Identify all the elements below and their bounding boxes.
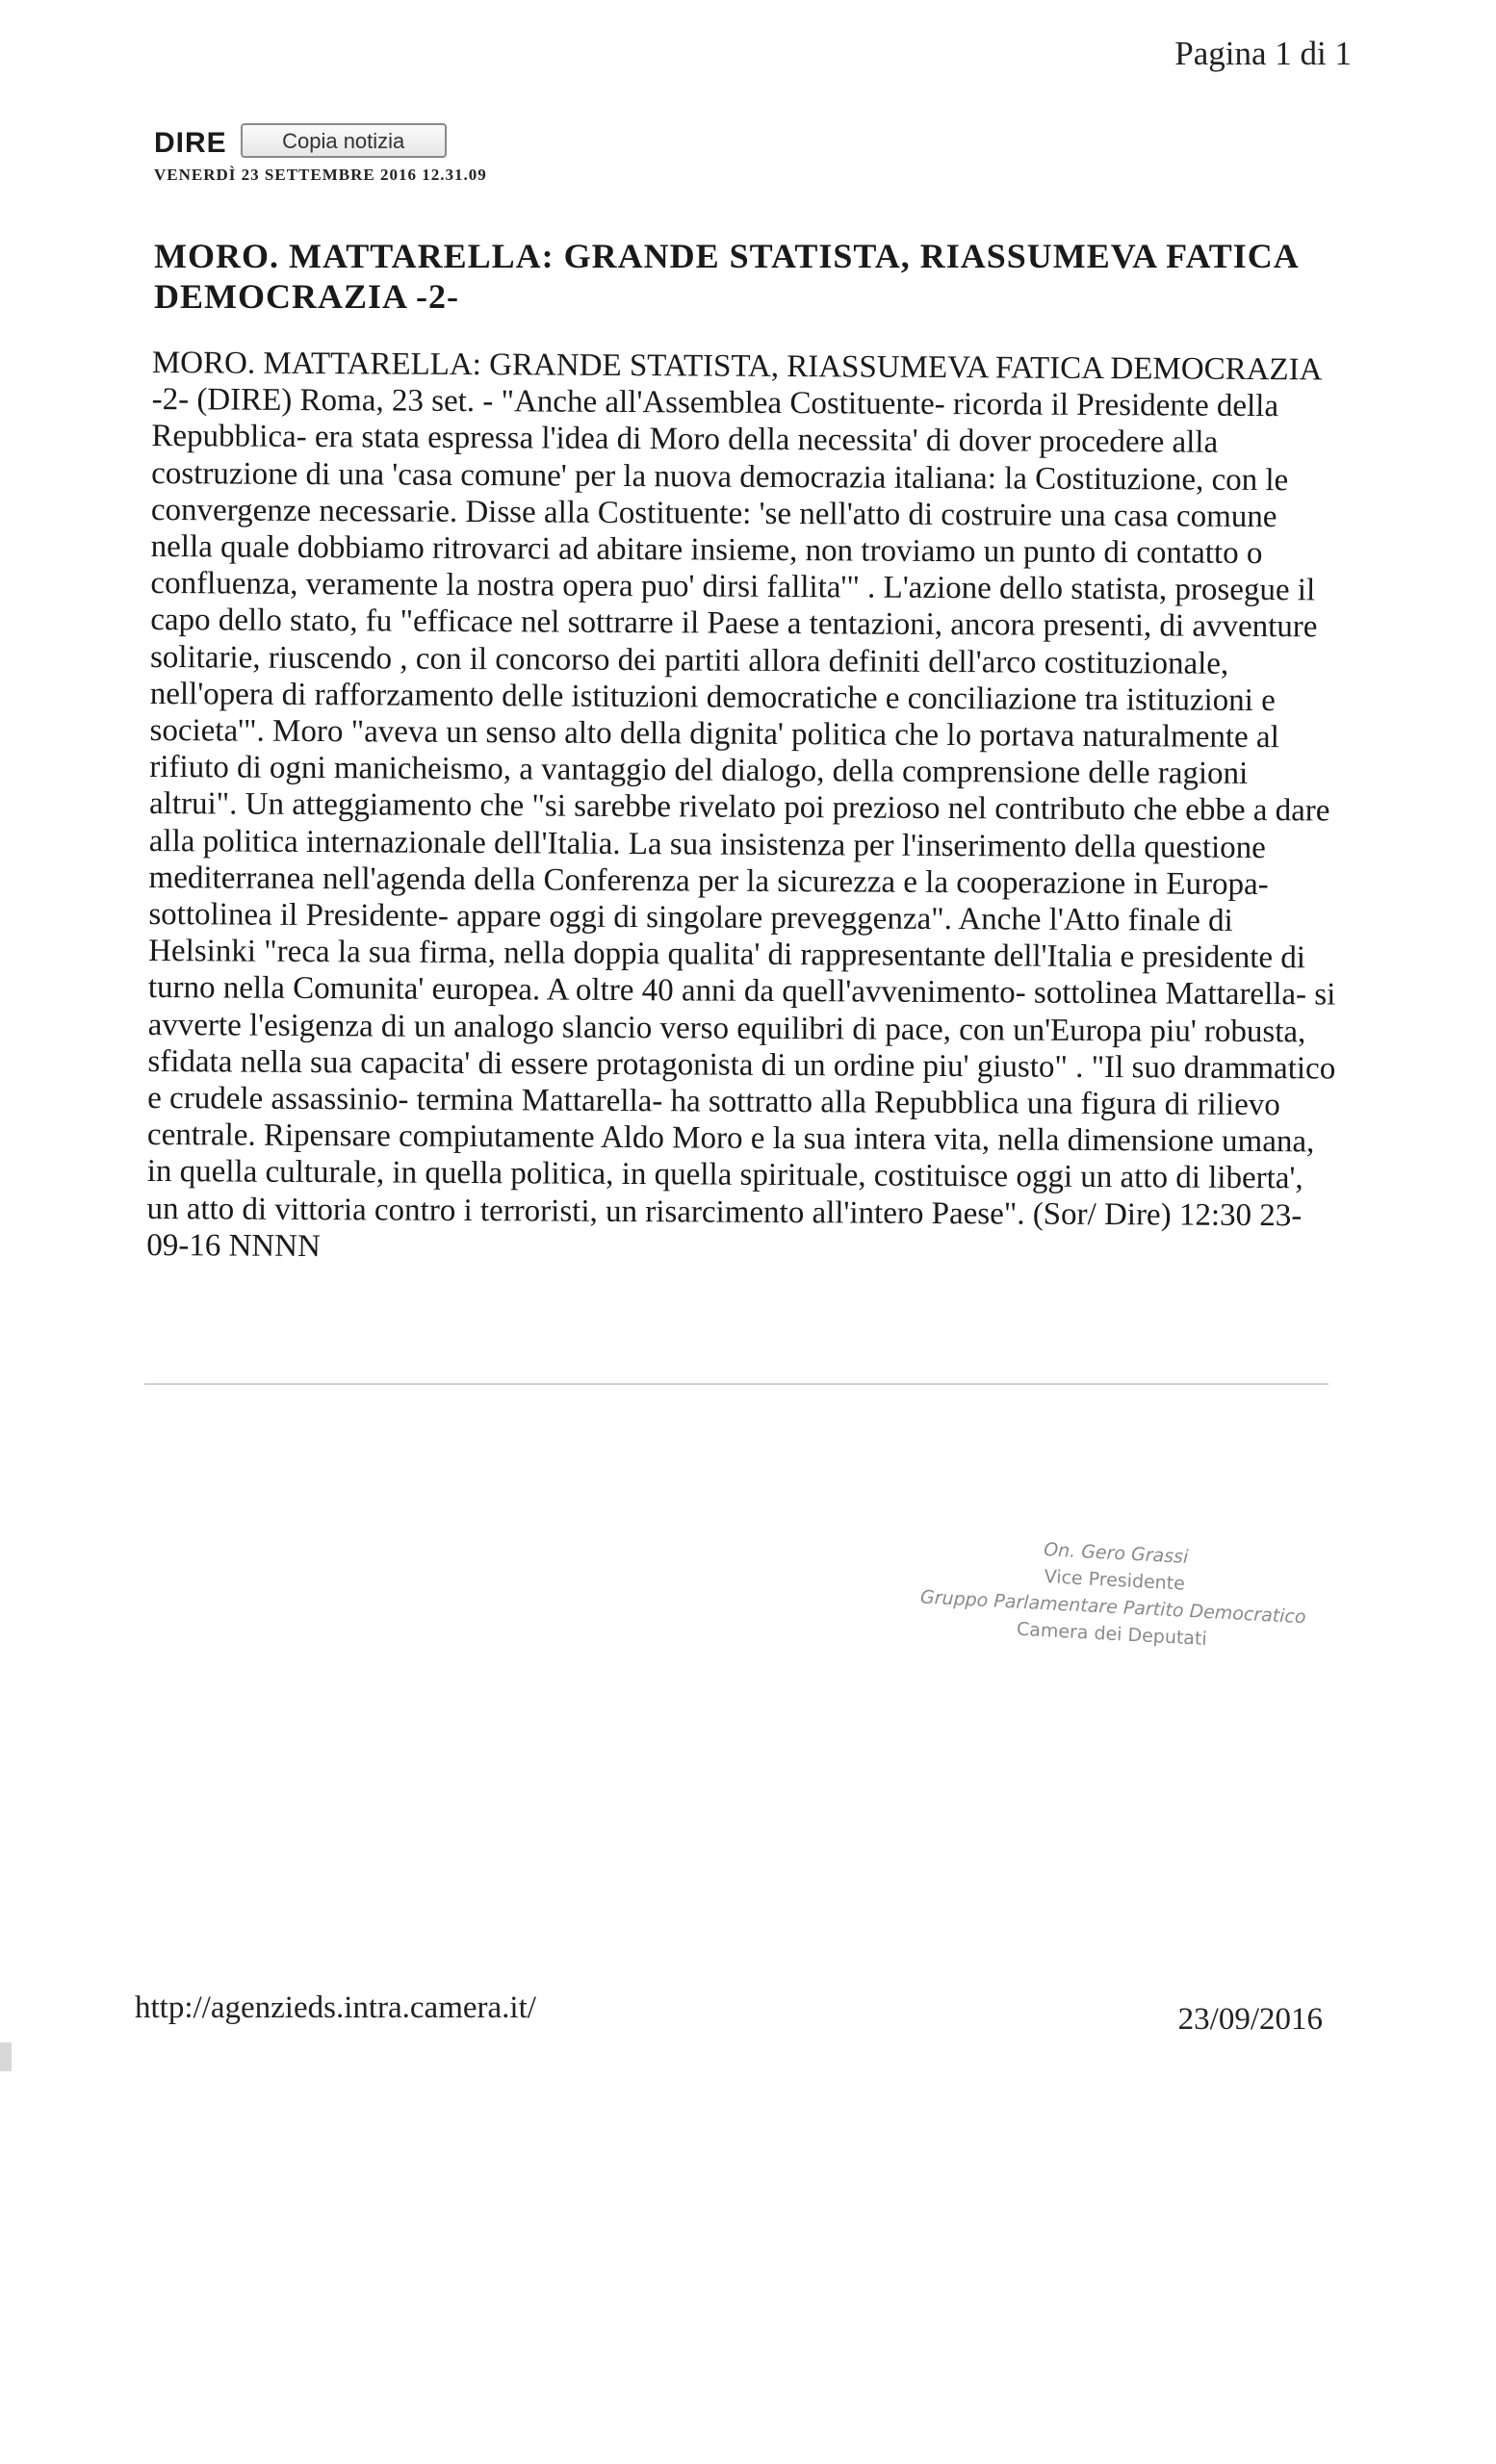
stamp-role: Vice Presidente bbox=[1044, 1566, 1186, 1595]
news-header bbox=[154, 123, 487, 185]
copy-news-button[interactable]: Copia notizia bbox=[241, 123, 447, 158]
signature-stamp bbox=[861, 1527, 1366, 1660]
page-number: Pagina 1 di 1 bbox=[1174, 35, 1352, 72]
stamp-group: Gruppo Parlamentare Partito Democratico bbox=[919, 1586, 1307, 1629]
divider bbox=[144, 1383, 1328, 1385]
agency-row bbox=[154, 123, 487, 158]
news-body bbox=[146, 345, 1346, 1271]
news-body-paragraph: MORO. MATTARELLA: GRANDE STATISTA, RIASSUMEVA FATICA DEMOCRAZIA -2- (DIRE) Roma, 23 set. - "Anche all'Assemblea Costituente- ricorda il Presidente della Repubblica- era stata espressa l'idea di Moro della necessita' di dover procedere alla costruzione di una 'casa comune' per la nuova democrazia italiana: la Costituzione, con le convergenze necessarie. Disse alla Costituente: 'se nell'atto di costruire una casa comune nella quale dobbiamo ritrovarci ad abitare insieme, non troviamo un punto di contatto o confluenza, veramente la nostra opera puo' dirsi fallita'" . L'azione dello statista, prosegue il capo dello stato, fu "efficace nel sottrarre il Paese a tentazioni, ancora presenti, di avventure solitarie, riuscendo , con il concorso dei partiti allora definiti dell'arco costituzionale, nell'opera di rafforzamento delle istituzioni democratiche e conciliazione tra istituzioni e societa'". Moro "aveva un senso alto della dignita' politica che lo portava naturalmente al rifiuto di ogni manicheismo, a vantaggio del dialogo, della comprensione delle ragioni altrui". Un atteggiamento che "si sarebbe rivelato poi prezioso nel contributo che ebbe a dare alla politica internazionale dell'Italia. La sua insistenza per l'inserimento della questione mediterranea nell'agenda della Conferenza per la sicurezza e la cooperazione in Europa- sottolinea il Presidente- appare oggi di singolare preveggenza". Anche l'Atto finale di Helsinki "reca la sua firma, nella doppia qualita' di rappresentante dell'Italia e presidente di turno nella Comunita' europea. A oltre 40 anni da quell'avvenimento- sottolinea Mattarella- si avverte l'esigenza di un analogo slancio verso equilibri di pace, con un'Europa piu' robusta, sfidata nella sua capacita' di essere protagonista di un ordine piu' giusto" . "Il suo drammatico e crudele assassinio- termina Mattarella- ha sottratto alla Repubblica una figura di rilievo centrale. Ripensare compiutamente Aldo Moro e la sua intera vita, nella dimensione umana, in quella culturale, in quella politica, in quella spirituale, costituisce oggi un atto di liberta', un atto di vittoria contro i terroristi, un risarcimento all'intero Paese". (Sor/ Dire) 12:30 23-09-16 NNNN bbox=[146, 345, 1336, 1264]
footer-date: 23/09/2016 bbox=[1177, 2002, 1323, 2037]
scan-edge-mark bbox=[0, 2042, 12, 2071]
dire-logo: DIRE bbox=[154, 127, 227, 159]
footer-url: http://agenzieds.intra.camera.it/ bbox=[135, 1990, 536, 2025]
stamp-name: On. Gero Grassi bbox=[1043, 1539, 1189, 1568]
news-datetime: VENERDÌ 23 SETTEMBRE 2016 12.31.09 bbox=[154, 166, 487, 184]
stamp-chamber: Camera dei Deputati bbox=[1016, 1618, 1208, 1651]
news-headline: MORO. MATTARELLA: GRANDE STATISTA, RIASSUMEVA FATICA DEMOCRAZIA -2- bbox=[154, 237, 1298, 316]
